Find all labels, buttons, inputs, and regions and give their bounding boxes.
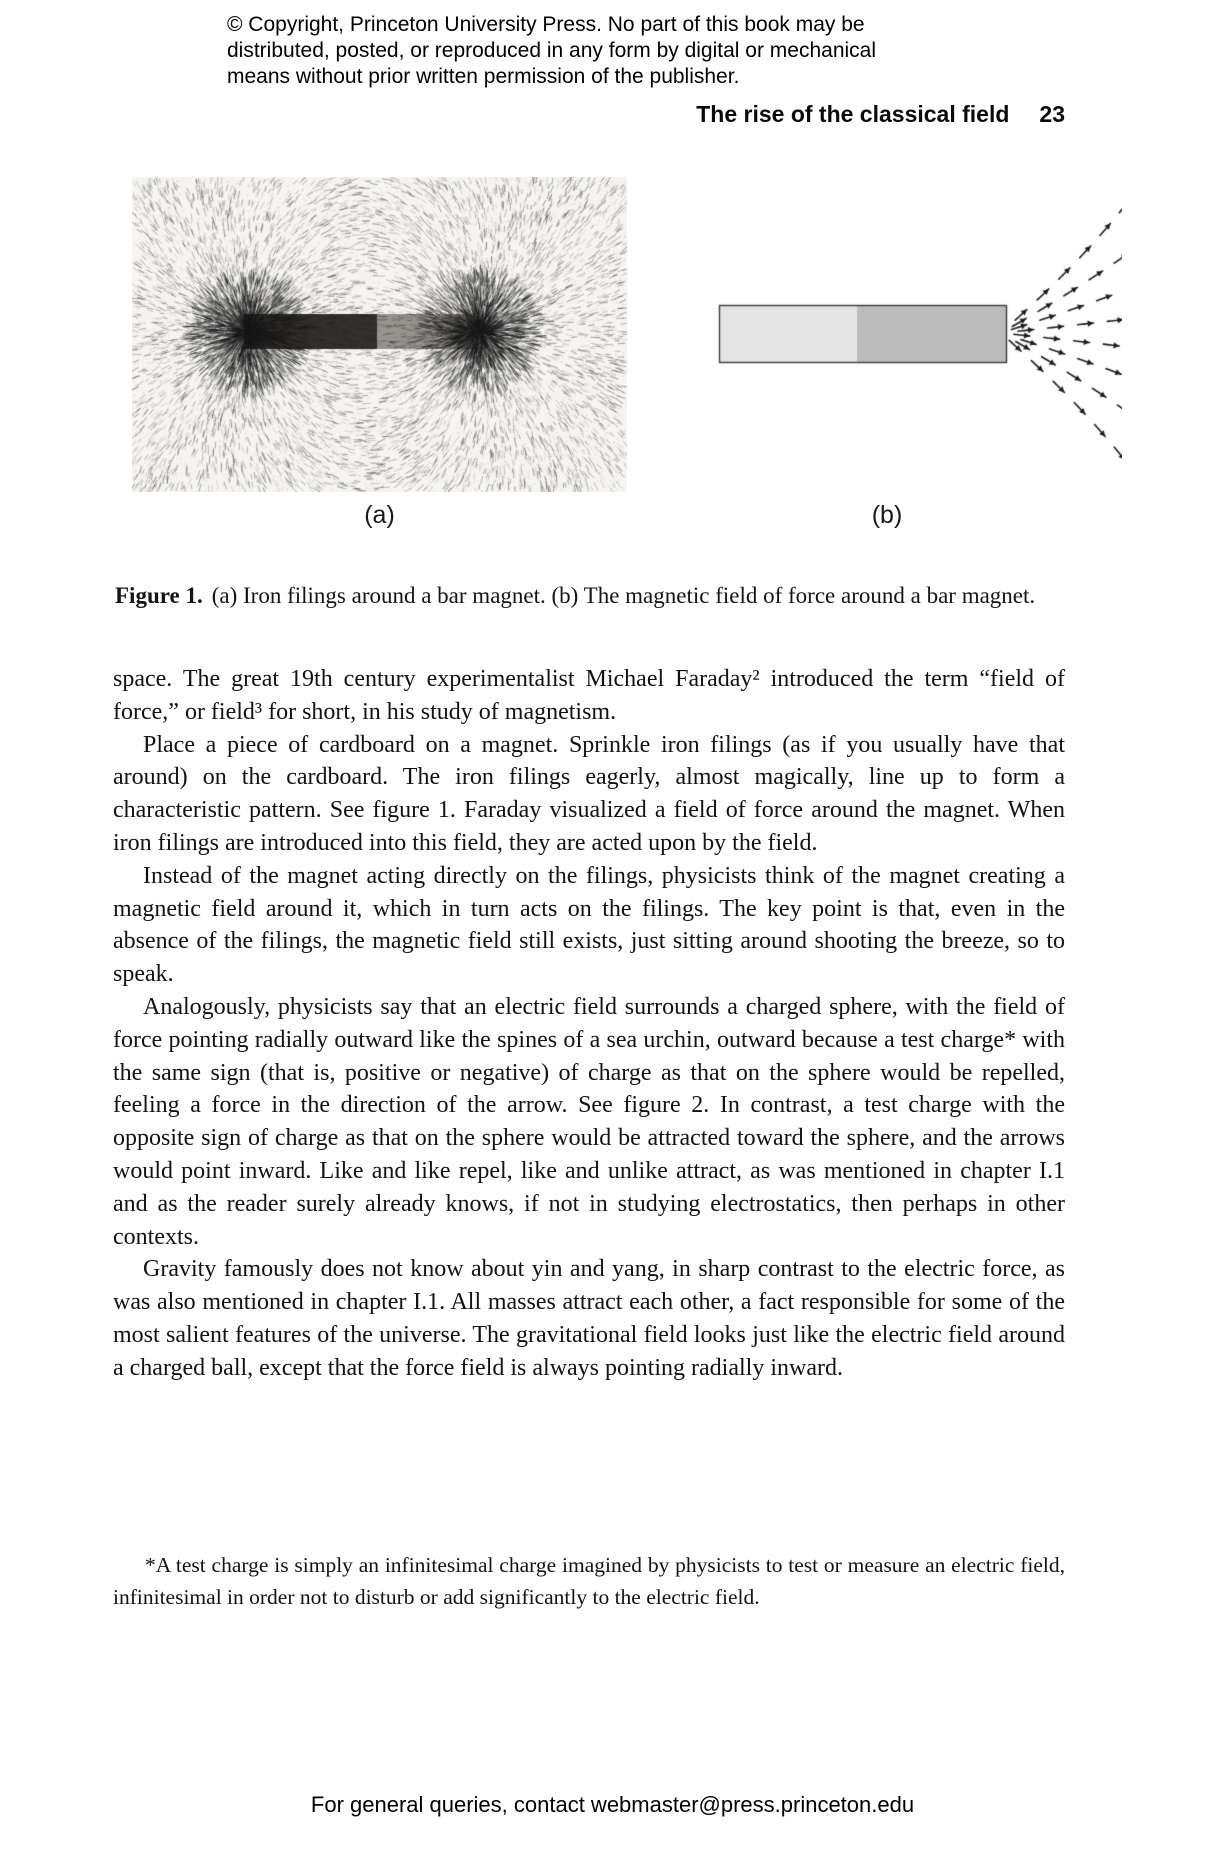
body-text: [113, 663, 1065, 1385]
running-title: The rise of the classical field: [696, 101, 1010, 127]
running-header: [113, 101, 1065, 128]
paragraph: space. The great 19th century experimentalist Michael Faraday² introduced the term “field of force,” or field³ for short, in his study of magnetism.: [113, 666, 1065, 725]
paragraph: Analogously, physicists say that an electric field surrounds a charged sphere, with the field of force pointing radially outward like the spines of a sea urchin, outward because a test charge* with the same sign (that is, positive or negative) of charge as that on the sphere would be repelled, feeling a force in the direction of the arrow. See figure 2. In contrast, a test charge with the opposite sign of charge as that on the sphere would be attracted toward the sphere, and the arrows would point inward. Like and like repel, like and unlike attract, as was mentioned in chapter I.1 and as the reader surely already knows, if not in studying electrostatics, then perhaps in other contexts.: [113, 993, 1065, 1250]
paragraph: Gravity famously does not know about yin and yang, in sharp contrast to the electric force, as was also mentioned in chapter I.1. All masses attract each other, a fact responsible for some of the most salient features of the universe. The gravitational field looks just like the electric field around a charged ball, except that the force field is always pointing radially inward.: [113, 1256, 1065, 1381]
figure-caption-text: (a) Iron filings around a bar magnet. (b) The magnetic field of force around a bar magnet.: [211, 583, 1036, 608]
copyright-line: distributed, posted, or reproduced in any form by digital or mechanical: [227, 39, 877, 62]
paragraph: Instead of the magnet acting directly on the filings, physicists think of the magnet creating a magnetic field around it, which in turn acts on the filings. The key point is that, even in the absence of the filings, the magnetic field still exists, just sitting around shooting the breeze, so to speak.: [113, 862, 1065, 988]
iron-filings-photo: [132, 177, 627, 492]
copyright-notice: [227, 12, 876, 90]
footer-contact-line: For general queries, contact webmaster@press.princeton.edu: [310, 1792, 915, 1817]
page-number: 23: [1039, 101, 1065, 127]
copyright-line: means without prior written permission of the publisher.: [227, 65, 740, 88]
footnote: *A test charge is simply an infinitesimal charge imagined by physicists to test or measure an electric field, infinitesimal in order not to disturb or add significantly to the electric field.: [113, 1553, 1065, 1609]
paragraph: Place a piece of cardboard on a magnet. Sprinkle iron filings (as if you usually have that around) on the cardboard. The iron filings eagerly, almost magically, line up to form a characteristic pattern. See figure 1. Faraday visualized a field of force around the magnet. When iron filings are introduced into this field, they are acted upon by the field.: [113, 731, 1065, 856]
magnetic-field-diagram: [652, 152, 1122, 502]
figure-caption-label: Figure 1.: [115, 583, 203, 608]
panel-a-label: (a): [364, 501, 395, 529]
panel-b-label: (b): [871, 501, 903, 529]
copyright-line: © Copyright, Princeton University Press. No part of this book may be: [227, 13, 865, 36]
figure-caption: [115, 579, 1065, 612]
